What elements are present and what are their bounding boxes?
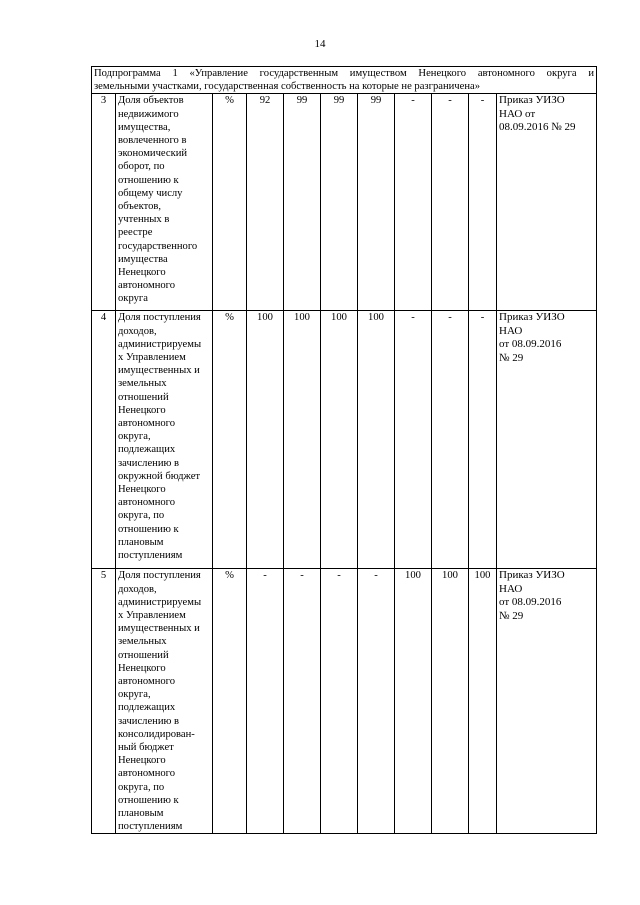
value-cell: 100 [395,569,432,834]
indicators-table [91,66,597,834]
value-cell: 100 [358,311,395,569]
subprogram-header-line-2: земельными участками, государственная собственность на которые не разграничена» [94,81,480,93]
value-cell: 100 [321,311,358,569]
value-cell: 99 [358,94,395,311]
unit: % [213,569,247,834]
table-row [92,94,597,311]
value-cell: - [469,94,497,311]
table-row [92,569,597,834]
page-number: 14 [314,38,326,50]
indicator-name: Доля поступления доходов, администрируемы х Управлением имущественных и земельных отношений Ненецкого автономного округа, подлежащих зачислению в окружной бюджет Ненецкого автономного округа, по отношению к плановым поступлениям [116,311,213,569]
value-cell: - [358,569,395,834]
row-number: 4 [92,311,116,569]
value-cell: - [432,311,469,569]
source-document: Приказ УИЗО НАО от 08.09.2016 № 29 [497,311,597,569]
table-row [92,311,597,569]
indicator-name: Доля поступления доходов, администрируемы х Управлением имущественных и земельных отношений Ненецкого автономного округа, подлежащих зачислению в консолидирован- ный бюджет Ненецкого автономного округа, по отношению к плановым поступлениям [116,569,213,834]
value-cell: 100 [432,569,469,834]
row-number: 5 [92,569,116,834]
value-cell: 99 [284,94,321,311]
value-cell: 99 [321,94,358,311]
value-cell: - [321,569,358,834]
value-cell: - [432,94,469,311]
value-cell: - [247,569,284,834]
value-cell: - [284,569,321,834]
subprogram-header-row [92,67,597,94]
subprogram-header-line-1: Подпрограмма 1 «Управление государственным имуществом Ненецкого автономного округа и [94,68,595,79]
value-cell: - [395,94,432,311]
value-cell: - [395,311,432,569]
unit: % [213,94,247,311]
value-cell: 92 [247,94,284,311]
value-cell: 100 [284,311,321,569]
unit: % [213,311,247,569]
source-document: Приказ УИЗО НАО от 08.09.2016 № 29 [497,569,597,834]
subprogram-header [92,67,597,94]
value-cell: 100 [247,311,284,569]
row-number: 3 [92,94,116,311]
indicator-name: Доля объектов недвижимого имущества, вовлеченного в экономический оборот, по отношению к общему числу объектов, учтенных в реестре государственного имущества Ненецкого автономного округа [116,94,213,311]
source-document: Приказ УИЗО НАО от 08.09.2016 № 29 [497,94,597,311]
value-cell: - [469,311,497,569]
value-cell: 100 [469,569,497,834]
